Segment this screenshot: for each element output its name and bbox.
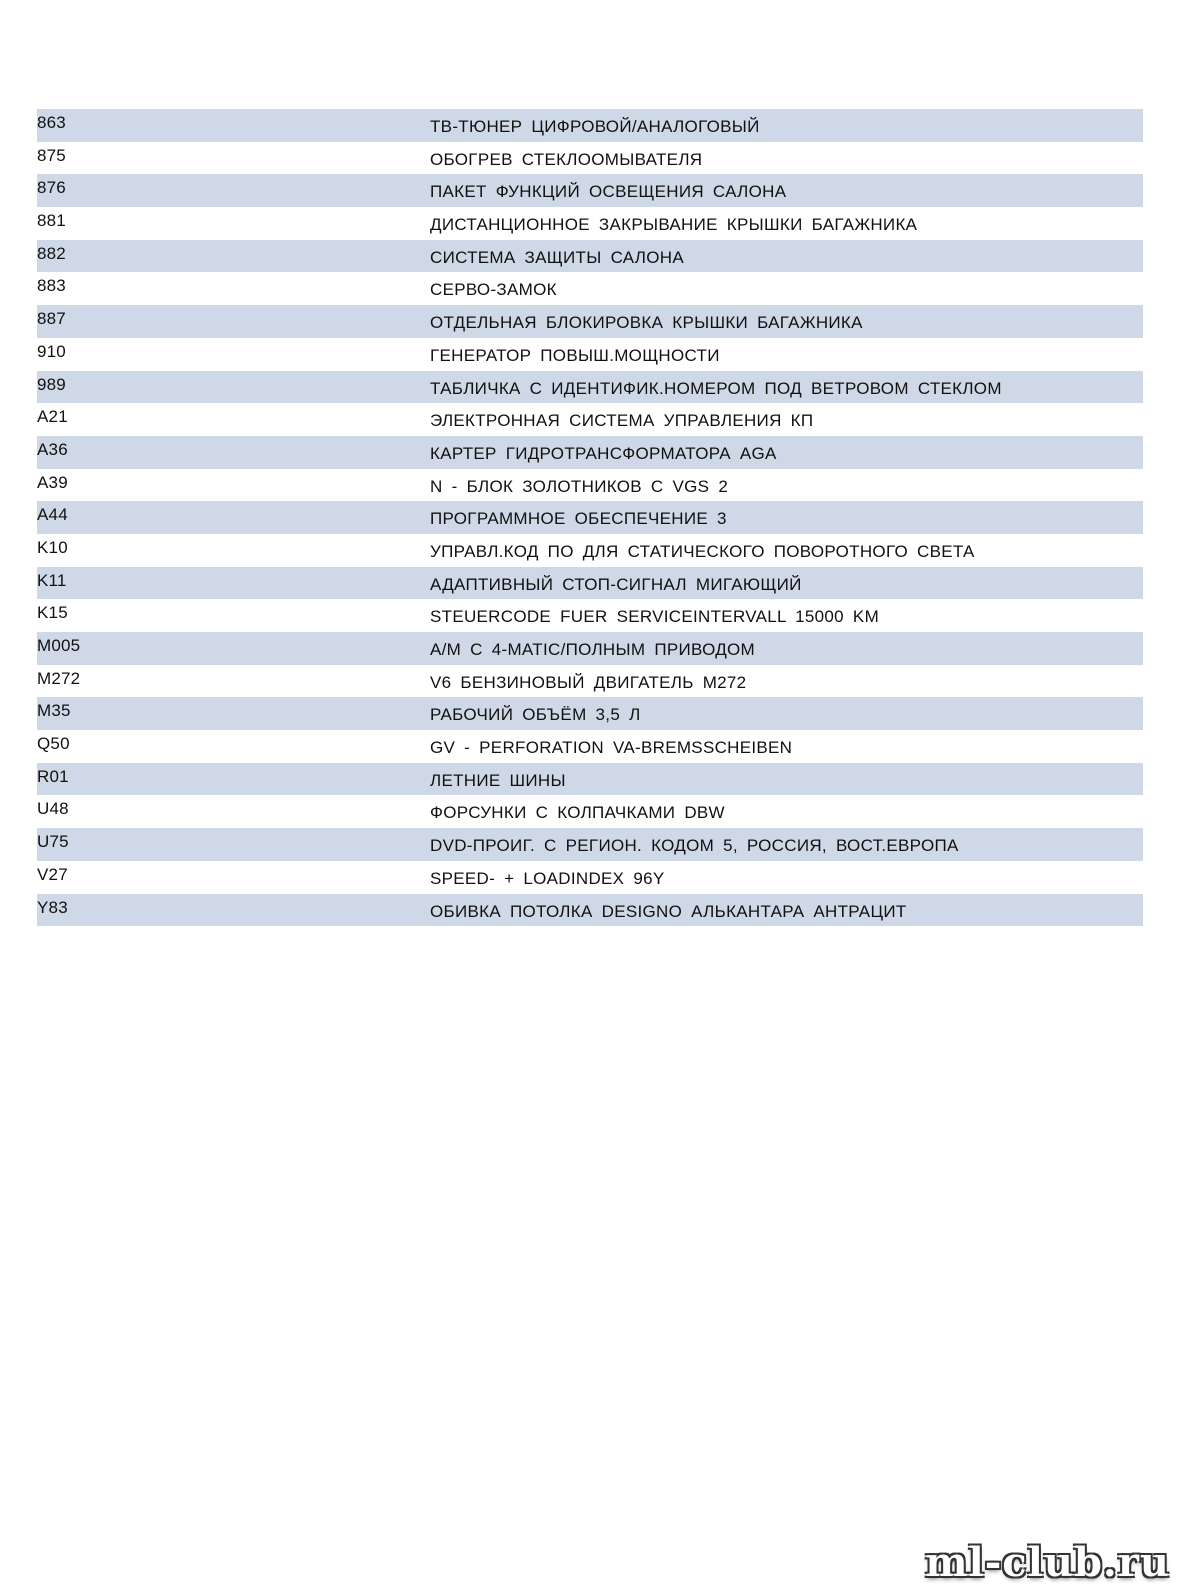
option-row bbox=[37, 305, 1143, 338]
option-description: ОБИВКА ПОТОЛКА DESIGNO АЛЬКАНТАРА АНТРАЦИТ bbox=[430, 901, 907, 921]
option-row bbox=[37, 501, 1143, 534]
option-row bbox=[37, 567, 1143, 600]
option-row bbox=[37, 142, 1143, 175]
option-code: U75 bbox=[37, 832, 69, 852]
option-row bbox=[37, 730, 1143, 763]
option-row bbox=[37, 436, 1143, 469]
option-description: SPEED- + LOADINDEX 96Y bbox=[430, 868, 665, 888]
option-code: K11 bbox=[37, 570, 67, 590]
option-code: 989 bbox=[37, 374, 66, 394]
option-description: DVD-ПРОИГ. С РЕГИОН. КОДОМ 5, РОССИЯ, ВОСТ.ЕВРОПА bbox=[430, 836, 959, 856]
option-code: 876 bbox=[37, 178, 66, 198]
option-code: M005 bbox=[37, 636, 81, 655]
option-code: M35 bbox=[37, 701, 71, 721]
option-row bbox=[37, 338, 1143, 371]
option-description: ТВ-ТЮНЕР ЦИФРОВОЙ/АНАЛОГОВЫЙ bbox=[430, 117, 760, 136]
option-code: Q50 bbox=[37, 734, 70, 754]
option-row bbox=[37, 207, 1143, 240]
option-code: U48 bbox=[37, 799, 69, 819]
options-table bbox=[37, 109, 1143, 926]
option-code: 910 bbox=[37, 341, 66, 361]
option-description: РАБОЧИЙ ОБЪЁМ 3,5 Л bbox=[430, 705, 641, 725]
option-row bbox=[37, 534, 1143, 567]
option-code: A44 bbox=[37, 505, 68, 525]
option-row bbox=[37, 109, 1143, 142]
option-code: 875 bbox=[37, 145, 66, 165]
option-description: ТАБЛИЧКА С ИДЕНТИФИК.НОМЕРОМ ПОД ВЕТРОВОМ СТЕКЛОМ bbox=[430, 378, 1002, 398]
option-row bbox=[37, 828, 1143, 861]
option-code: Y83 bbox=[37, 897, 68, 917]
option-description: ЭЛЕКТРОННАЯ СИСТЕМА УПРАВЛЕНИЯ КП bbox=[430, 411, 814, 431]
option-description: АДАПТИВНЫЙ СТОП-СИГНАЛ МИГАЮЩИЙ bbox=[430, 574, 802, 594]
option-row bbox=[37, 861, 1143, 894]
option-row bbox=[37, 599, 1143, 632]
option-code: K10 bbox=[37, 537, 68, 557]
option-code: V27 bbox=[37, 864, 68, 884]
option-row bbox=[37, 403, 1143, 436]
option-description: V6 БЕНЗИНОВЫЙ ДВИГАТЕЛЬ M272 bbox=[430, 672, 747, 692]
option-code: 881 bbox=[37, 211, 66, 231]
option-description: СИСТЕМА ЗАЩИТЫ САЛОНА bbox=[430, 247, 684, 267]
option-code: 883 bbox=[37, 276, 66, 296]
option-description: ФОРСУНКИ С КОЛПАЧКАМИ DBW bbox=[430, 803, 725, 823]
option-code: R01 bbox=[37, 766, 69, 786]
watermark-logo: ml-club.ru bbox=[925, 1539, 1170, 1586]
option-row bbox=[37, 240, 1143, 273]
option-code: 882 bbox=[37, 243, 66, 263]
option-description: ЛЕТНИЕ ШИНЫ bbox=[430, 770, 566, 790]
option-code: A21 bbox=[37, 407, 68, 427]
option-description: СЕРВО-ЗАМОК bbox=[430, 280, 557, 300]
option-description: STEUERCODE FUER SERVICEINTERVALL 15000 KM bbox=[430, 607, 880, 627]
option-code: M272 bbox=[37, 668, 81, 688]
option-row bbox=[37, 371, 1143, 404]
option-description: ГЕНЕРАТОР ПОВЫШ.МОЩНОСТИ bbox=[430, 345, 720, 365]
option-row bbox=[37, 697, 1143, 730]
option-code: K15 bbox=[37, 603, 68, 623]
option-row bbox=[37, 272, 1143, 305]
option-row bbox=[37, 795, 1143, 828]
option-row bbox=[37, 665, 1143, 698]
option-description: УПРАВЛ.КОД ПО ДЛЯ СТАТИЧЕСКОГО ПОВОРОТНОГО СВЕТА bbox=[430, 541, 975, 561]
option-row bbox=[37, 632, 1143, 665]
option-row bbox=[37, 469, 1143, 502]
option-code: 887 bbox=[37, 309, 66, 329]
option-code: 863 bbox=[37, 113, 66, 132]
option-description: КАРТЕР ГИДРОТРАНСФОРМАТОРА AGA bbox=[430, 443, 777, 463]
option-description: A/M С 4-MATIC/ПОЛНЫМ ПРИВОДОМ bbox=[430, 640, 756, 659]
option-code: A36 bbox=[37, 439, 68, 459]
option-description: ПАКЕТ ФУНКЦИЙ ОСВЕЩЕНИЯ САЛОНА bbox=[430, 182, 787, 202]
option-description: GV - PERFORATION VA-BREMSSCHEIBEN bbox=[430, 738, 793, 758]
option-code: A39 bbox=[37, 472, 68, 492]
option-row bbox=[37, 763, 1143, 796]
option-description: N - БЛОК ЗОЛОТНИКОВ С VGS 2 bbox=[430, 476, 729, 496]
option-description: ОБОГРЕВ СТЕКЛООМЫВАТЕЛЯ bbox=[430, 149, 703, 169]
option-description: ОТДЕЛЬНАЯ БЛОКИРОВКА КРЫШКИ БАГАЖНИКА bbox=[430, 313, 863, 333]
option-row bbox=[37, 894, 1143, 927]
option-description: ДИСТАНЦИОННОЕ ЗАКРЫВАНИЕ КРЫШКИ БАГАЖНИКА bbox=[430, 215, 918, 235]
option-description: ПРОГРАММНОЕ ОБЕСПЕЧЕНИЕ 3 bbox=[430, 509, 727, 529]
option-row bbox=[37, 174, 1143, 207]
